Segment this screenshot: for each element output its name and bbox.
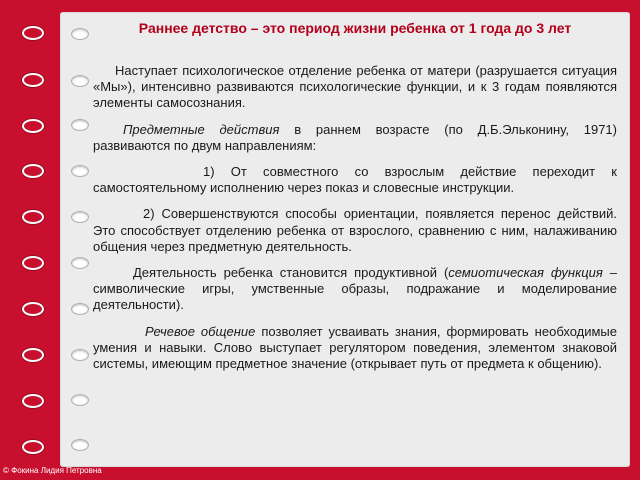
slide-title: Раннее детство – это период жизни ребенка от 1 года до 3 лет (138, 20, 572, 36)
binder-ring (22, 348, 44, 362)
binder-ring (22, 210, 44, 224)
punch-hole (71, 75, 89, 87)
paragraph-speech-communication (93, 324, 617, 373)
binder-ring (22, 26, 44, 40)
paragraph-text: 1) От совместного со взрослым действие переходит к самостоятельному исполнению через показ и словесные инструкции. (93, 164, 617, 196)
binder-ring (22, 119, 44, 133)
paragraph-direction-2 (93, 206, 617, 255)
punch-hole (71, 439, 89, 451)
term-speech-communication: Речевое общение (145, 323, 256, 339)
paragraph-object-actions (93, 122, 617, 154)
binder-ring (22, 394, 44, 408)
paragraph-separation (93, 63, 617, 112)
paragraph-text: 2) Совершенствуются способы ориентации, появляется перенос действий. Это способствует отделению ребенка от взрослого, сравнению с ним, налаживанию общения через предметную деятельность. (93, 206, 617, 254)
paragraph-text: в раннем возрасте (по Д.Б.Эльконину, 1971) развиваются по двум направлениям: (93, 121, 617, 153)
binder-ring (22, 73, 44, 87)
binder-ring (22, 164, 44, 178)
term-semiotic-function: семиотическая функция (448, 265, 603, 281)
punch-hole (71, 211, 89, 223)
paragraph-text: позволяет усваивать знания, формировать необходимые умения и навыки. Слово выступает регулятором поведения, элементом знаковой системы, имеющим предметное значение (открывает путь от предмета к общению). (93, 323, 617, 372)
binder-ring (22, 440, 44, 454)
punch-hole (71, 119, 89, 131)
slide-content (93, 20, 617, 382)
paragraph-text: Деятельность ребенка становится продуктивной ( (133, 265, 449, 281)
content-panel (60, 12, 630, 467)
punch-hole (71, 349, 89, 361)
binder-rings (0, 0, 40, 480)
punch-hole (71, 303, 89, 315)
paragraph-text: – символические игры, умственные образы, подражание и моделирование деятельности). (93, 265, 617, 313)
binder-ring (22, 302, 44, 316)
term-object-actions: Предметные действия (123, 121, 280, 137)
paragraph-direction-1 (93, 164, 617, 196)
punch-hole (71, 165, 89, 177)
punch-hole (71, 28, 89, 40)
punch-hole (71, 257, 89, 269)
paragraph-productive-activity (93, 265, 617, 314)
punch-hole (71, 394, 89, 406)
copyright-notice: © Фокина Лидия Петровна (3, 466, 102, 475)
paragraph-text: Наступает психологическое отделение ребенка от матери (разрушается ситуация «Мы»), интенсивно развиваются психологические функции, и к 3 годам появляются элементы самосознания. (93, 63, 617, 111)
binder-ring (22, 256, 44, 270)
